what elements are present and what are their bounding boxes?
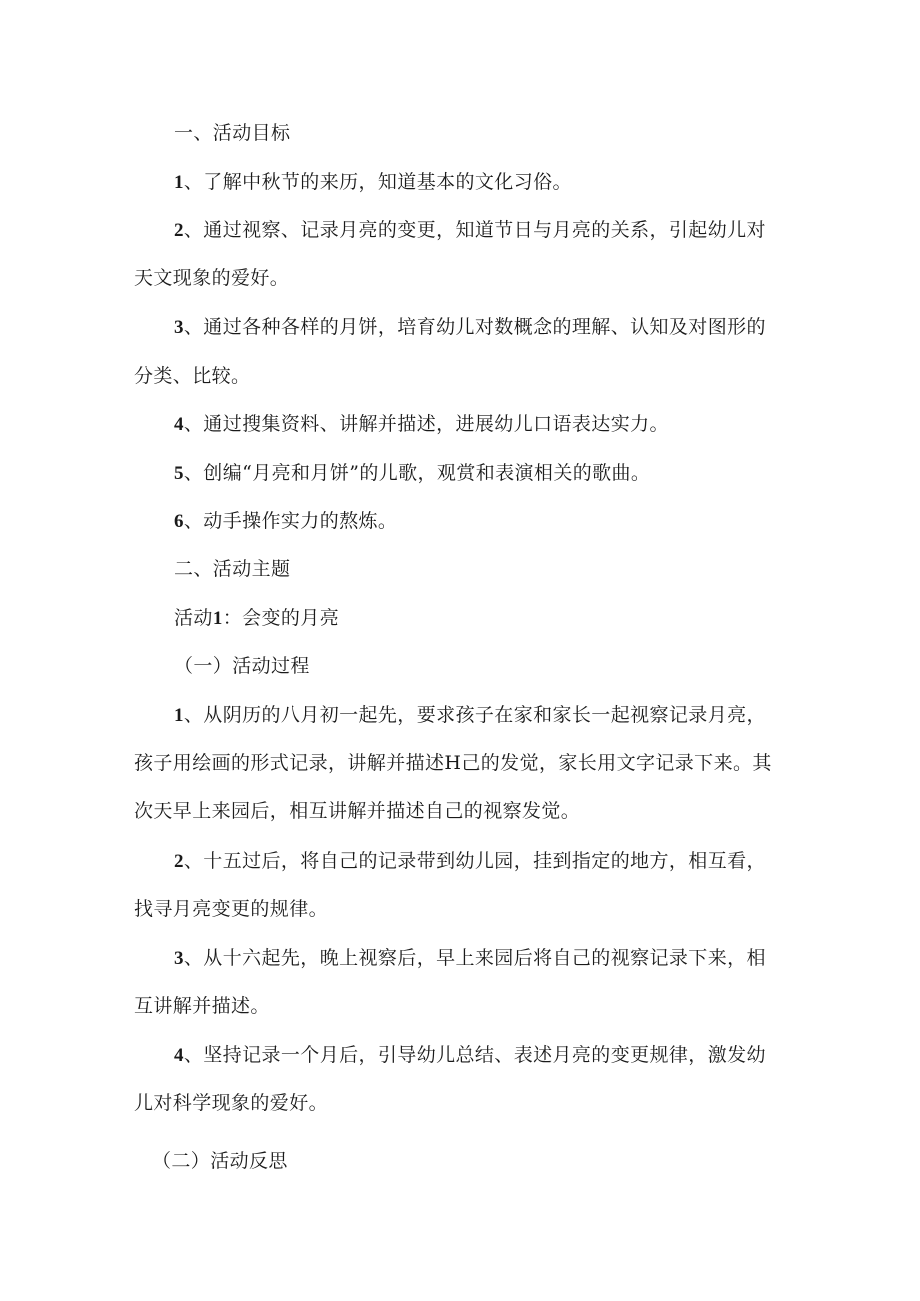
- activity-title-number: 1: [212, 608, 223, 629]
- step-item-1: [174, 703, 766, 728]
- goal-number: 3: [174, 317, 184, 338]
- goal-item-5: [174, 461, 650, 486]
- step-item-3: [174, 946, 766, 971]
- goal-number: 5: [174, 463, 184, 484]
- goal-text: 、通过视察、记录月亮的变更，知道节日与月亮的关系，引起幼儿对: [183, 219, 766, 241]
- goal-text: 、动手操作实力的熬炼。: [183, 510, 398, 532]
- goal-item-6: [174, 509, 397, 534]
- step-item-2: [174, 849, 766, 874]
- step-text: 、从十六起先，晚上视察后，早上来园后将自己的视察记录下来，相: [183, 947, 766, 969]
- step-item-4-continuation: 儿对科学现象的爱好。: [134, 1092, 329, 1114]
- heading-theme: 二、活动主题: [174, 558, 291, 580]
- goal-item-3: [174, 315, 766, 340]
- step-item-3-continuation: 互讲解并描述。: [134, 995, 270, 1017]
- activity-title-suffix: ：会变的月亮: [222, 607, 340, 629]
- step-item-1-continuation: 孩子用绘画的形式记录，讲解并描述H己的发觉，家长用文字记录下来。其: [134, 752, 772, 774]
- step-item-4: [174, 1043, 766, 1068]
- step-number: 4: [174, 1045, 184, 1066]
- step-text: 、十五过后，将自己的记录带到幼儿园，挂到指定的地方，相互看，: [183, 850, 766, 872]
- goal-text: 、创编“月亮和月饼”的儿歌，观赏和表演相关的歌曲。: [183, 462, 651, 484]
- goal-number: 2: [174, 220, 184, 241]
- activity-title-prefix: 活动: [174, 607, 213, 629]
- activity-title: [174, 606, 339, 631]
- goal-text: 、通过搜集资料、讲解并描述，进展幼儿口语表达实力。: [183, 413, 669, 435]
- goal-item-2: [174, 218, 766, 243]
- goal-item-3-continuation: 分类、比较。: [134, 365, 251, 387]
- goal-item-2-continuation: 天文现象的爱好。: [134, 267, 290, 289]
- heading-goals: 一、活动目标: [174, 122, 291, 144]
- goal-number: 6: [174, 511, 184, 532]
- step-text: 、从阴历的八月初一起先，要求孩子在家和家长一起视察记录月亮，: [183, 704, 766, 726]
- goal-item-1: [174, 170, 572, 195]
- step-number: 2: [174, 851, 184, 872]
- goal-item-4: [174, 412, 669, 437]
- step-number: 3: [174, 948, 184, 969]
- step-item-1-continuation: 次天早上来园后，相互讲解并描述自己的视察发觉。: [134, 800, 581, 822]
- step-item-2-continuation: 找寻月亮变更的规律。: [134, 898, 329, 920]
- step-number: 1: [174, 705, 184, 726]
- goal-number: 1: [174, 172, 184, 193]
- goal-number: 4: [174, 414, 184, 435]
- step-text: 、坚持记录一个月后，引导幼儿总结、表述月亮的变更规律，激发幼: [183, 1044, 766, 1066]
- goal-text: 、了解中秋节的来历，知道基本的文化习俗。: [183, 171, 572, 193]
- section-process: （一）活动过程: [174, 655, 310, 677]
- goal-text: 、通过各种各样的月饼，培育幼儿对数概念的理解、认知及对图形的: [183, 316, 766, 338]
- section-reflection: （二）活动反思: [152, 1150, 288, 1172]
